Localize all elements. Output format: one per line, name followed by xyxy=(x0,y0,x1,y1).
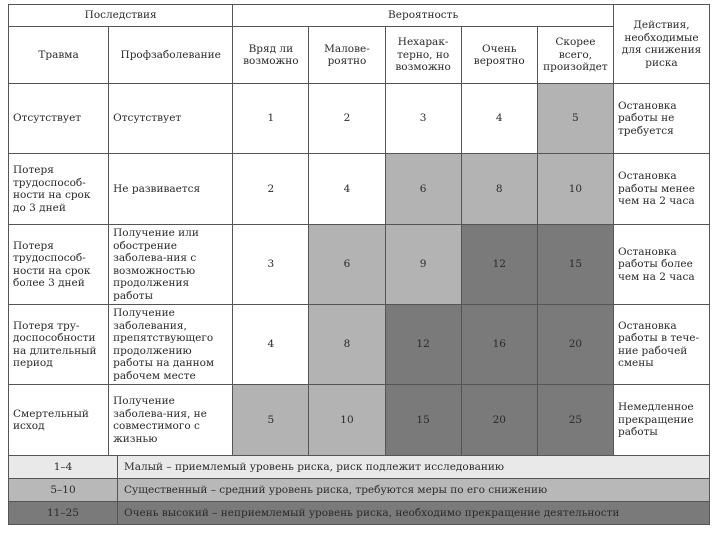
risk-matrix-table xyxy=(8,4,710,456)
risk-cell: 4 xyxy=(461,84,537,154)
risk-cell: 15 xyxy=(537,225,613,305)
risk-cell: 2 xyxy=(233,154,309,225)
legend-text: Существенный – средний уровень риска, требуются меры по его снижению xyxy=(118,479,710,502)
risk-cell: 2 xyxy=(309,84,385,154)
probability-header: Вероятность xyxy=(233,5,614,27)
risk-cell: 5 xyxy=(537,84,613,154)
probability-col-4: Очень вероятно xyxy=(461,27,537,84)
risk-cell: 9 xyxy=(385,225,461,305)
legend-range: 11–25 xyxy=(9,502,118,525)
probability-col-1: Вряд ли возможно xyxy=(233,27,309,84)
probability-col-5: Скорее всего, произойдет xyxy=(537,27,613,84)
risk-cell: 6 xyxy=(385,154,461,225)
action-cell: Немедленное прекращение работы xyxy=(613,385,709,456)
injury-cell: Потеря трудоспособ-ности на срок до 3 дней xyxy=(9,154,109,225)
injury-cell: Потеря тру-доспособности на длительный период xyxy=(9,305,109,385)
injury-header: Травма xyxy=(9,27,109,84)
table-row xyxy=(9,84,710,154)
actions-header: Действия, необходимые для снижения риска xyxy=(613,5,709,84)
table-row xyxy=(9,385,710,456)
legend-range: 1–4 xyxy=(9,456,118,479)
risk-cell: 8 xyxy=(461,154,537,225)
risk-cell: 10 xyxy=(309,385,385,456)
risk-cell: 4 xyxy=(233,305,309,385)
risk-cell: 10 xyxy=(537,154,613,225)
disease-cell: Отсутствует xyxy=(109,84,233,154)
legend-text: Очень высокий – неприемлемый уровень риска, необходимо прекращение деятельности xyxy=(118,502,710,525)
legend-range: 5–10 xyxy=(9,479,118,502)
risk-cell: 4 xyxy=(309,154,385,225)
risk-legend xyxy=(8,455,710,525)
consequences-header: Последствия xyxy=(9,5,233,27)
action-cell: Остановка работы менее чем на 2 часа xyxy=(613,154,709,225)
legend-row-medium xyxy=(9,479,710,502)
risk-cell: 3 xyxy=(385,84,461,154)
risk-cell: 25 xyxy=(537,385,613,456)
disease-cell: Получение заболевания, препятствующего продолжению работы на данном рабочем месте xyxy=(109,305,233,385)
risk-cell: 15 xyxy=(385,385,461,456)
risk-cell: 12 xyxy=(385,305,461,385)
legend-row-high xyxy=(9,502,710,525)
disease-cell: Получение заболева-ния, не совместимого с жизнью xyxy=(109,385,233,456)
risk-matrix-sheet xyxy=(8,4,710,456)
action-cell: Остановка работы в тече-ние рабочей смены xyxy=(613,305,709,385)
injury-cell: Отсутствует xyxy=(9,84,109,154)
table-row xyxy=(9,305,710,385)
legend-row-low xyxy=(9,456,710,479)
risk-cell: 1 xyxy=(233,84,309,154)
risk-cell: 3 xyxy=(233,225,309,305)
risk-cell: 16 xyxy=(461,305,537,385)
injury-cell: Потеря трудоспособ-ности на срок более 3 дней xyxy=(9,225,109,305)
table-row xyxy=(9,154,710,225)
action-cell: Остановка работы не требуется xyxy=(613,84,709,154)
risk-cell: 12 xyxy=(461,225,537,305)
risk-cell: 20 xyxy=(461,385,537,456)
disease-cell: Не развивается xyxy=(109,154,233,225)
risk-cell: 20 xyxy=(537,305,613,385)
probability-col-2: Малове-роятно xyxy=(309,27,385,84)
risk-cell: 5 xyxy=(233,385,309,456)
legend-text: Малый – приемлемый уровень риска, риск подлежит исследованию xyxy=(118,456,710,479)
disease-header: Профзаболевание xyxy=(109,27,233,84)
risk-cell: 8 xyxy=(309,305,385,385)
injury-cell: Смертельный исход xyxy=(9,385,109,456)
probability-col-3: Нехарак-терно, но возможно xyxy=(385,27,461,84)
action-cell: Остановка работы более чем на 2 часа xyxy=(613,225,709,305)
disease-cell: Получение или обострение заболева-ния с возможностью продолжения работы xyxy=(109,225,233,305)
risk-cell: 6 xyxy=(309,225,385,305)
table-row xyxy=(9,225,710,305)
